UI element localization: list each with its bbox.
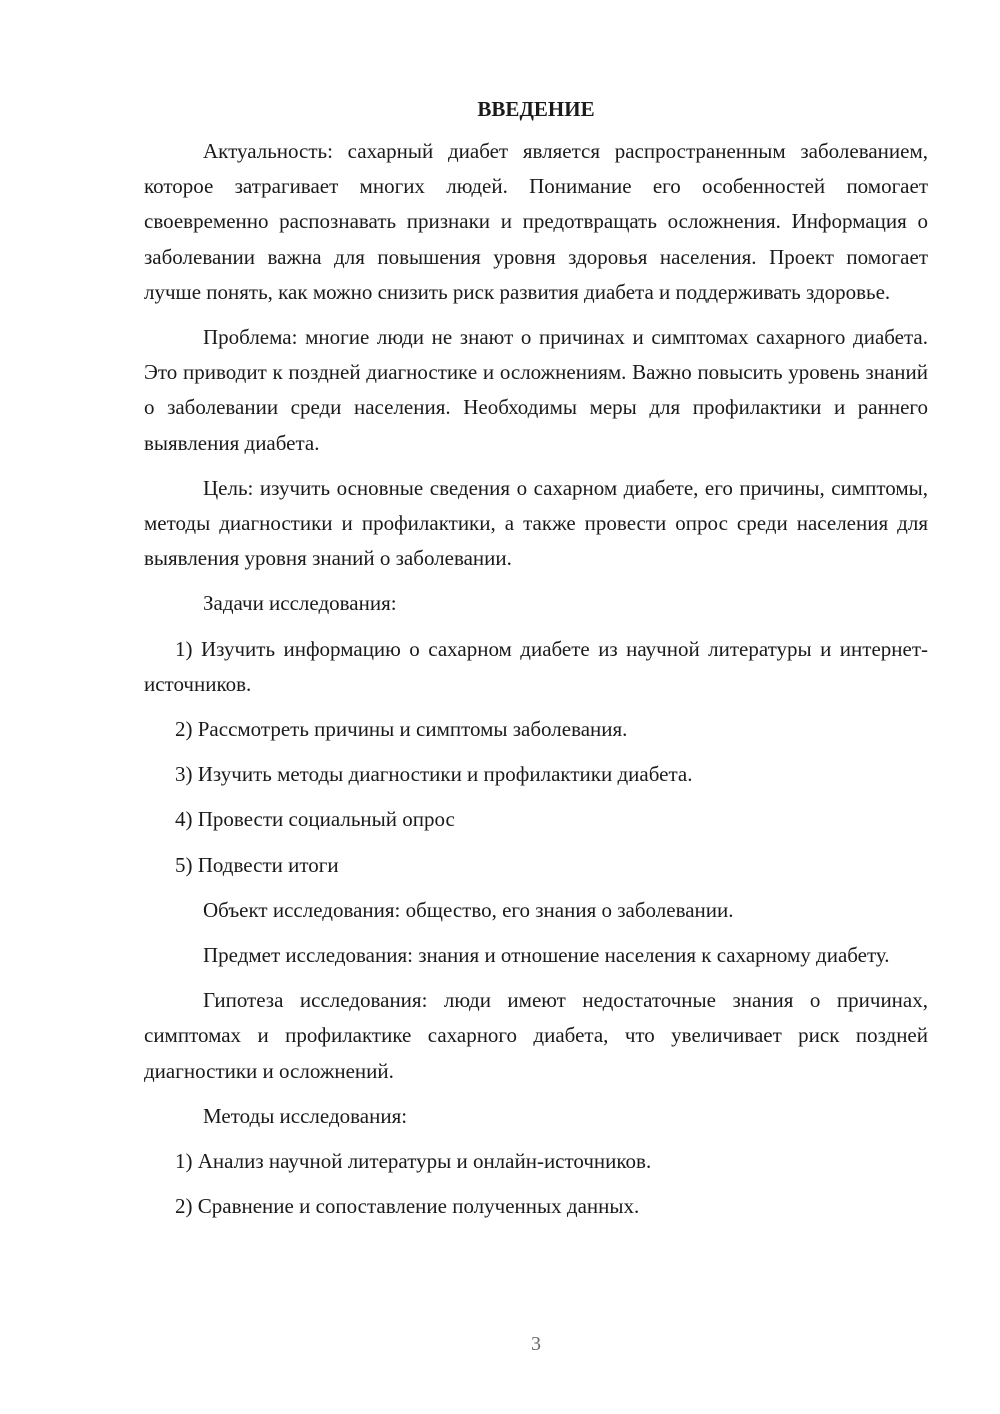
task-item: 1) Изучить информацию о сахарном диабете из научной литературы и интернет-источников. — [144, 636, 928, 696]
methods-heading: Методы исследования: — [203, 1103, 408, 1128]
problem-paragraph: Проблема: многие люди не знают о причинах и симптомах сахарного диабета. Это приводит к поздней диагностике и осложнениям. Важно повысить уровень знаний о заболевании среди населения. Необходимы меры для профилактики и раннего выявления диабета. — [144, 325, 928, 455]
method-item: 1) Анализ научной литературы и онлайн-источников. — [175, 1149, 652, 1174]
task-item: 2) Рассмотреть причины и симптомы заболевания. — [175, 717, 628, 742]
relevance-paragraph: Актуальность: сахарный диабет является распространенным заболеванием, которое затрагивает многих людей. Понимание его особенностей помогает своевременно распознавать признаки и предотвращать осложнения. Информация о заболевании важна для повышения уровня здоровья населения. Проект помогает лучше понять, как можно снизить риск развития диабета и поддерживать здоровье. — [144, 139, 928, 304]
task-item: 3) Изучить методы диагностики и профилактики диабета. — [175, 762, 693, 787]
page-number: 3 — [531, 1333, 541, 1355]
hypothesis-paragraph: Гипотеза исследования: люди имеют недостаточные знания о причинах, симптомах и профилактике сахарного диабета, что увеличивает риск поздней диагностики и осложнений. — [144, 988, 928, 1083]
page-title: ВВЕДЕНИЕ — [477, 97, 595, 121]
method-item: 2) Сравнение и сопоставление полученных данных. — [175, 1194, 640, 1219]
document-page — [144, 92, 928, 1234]
subject-paragraph: Предмет исследования: знания и отношение населения к сахарному диабету. — [203, 943, 890, 968]
task-item: 4) Провести социальный опрос — [175, 807, 455, 832]
task-item: 5) Подвести итоги — [175, 852, 339, 877]
object-paragraph: Объект исследования: общество, его знания о заболевании. — [203, 897, 734, 922]
goal-paragraph: Цель: изучить основные сведения о сахарном диабете, его причины, симптомы, методы диагностики и профилактики, а также провести опрос среди населения для выявления уровня знаний о заболевании. — [144, 475, 928, 571]
tasks-heading: Задачи исследования: — [203, 591, 397, 616]
